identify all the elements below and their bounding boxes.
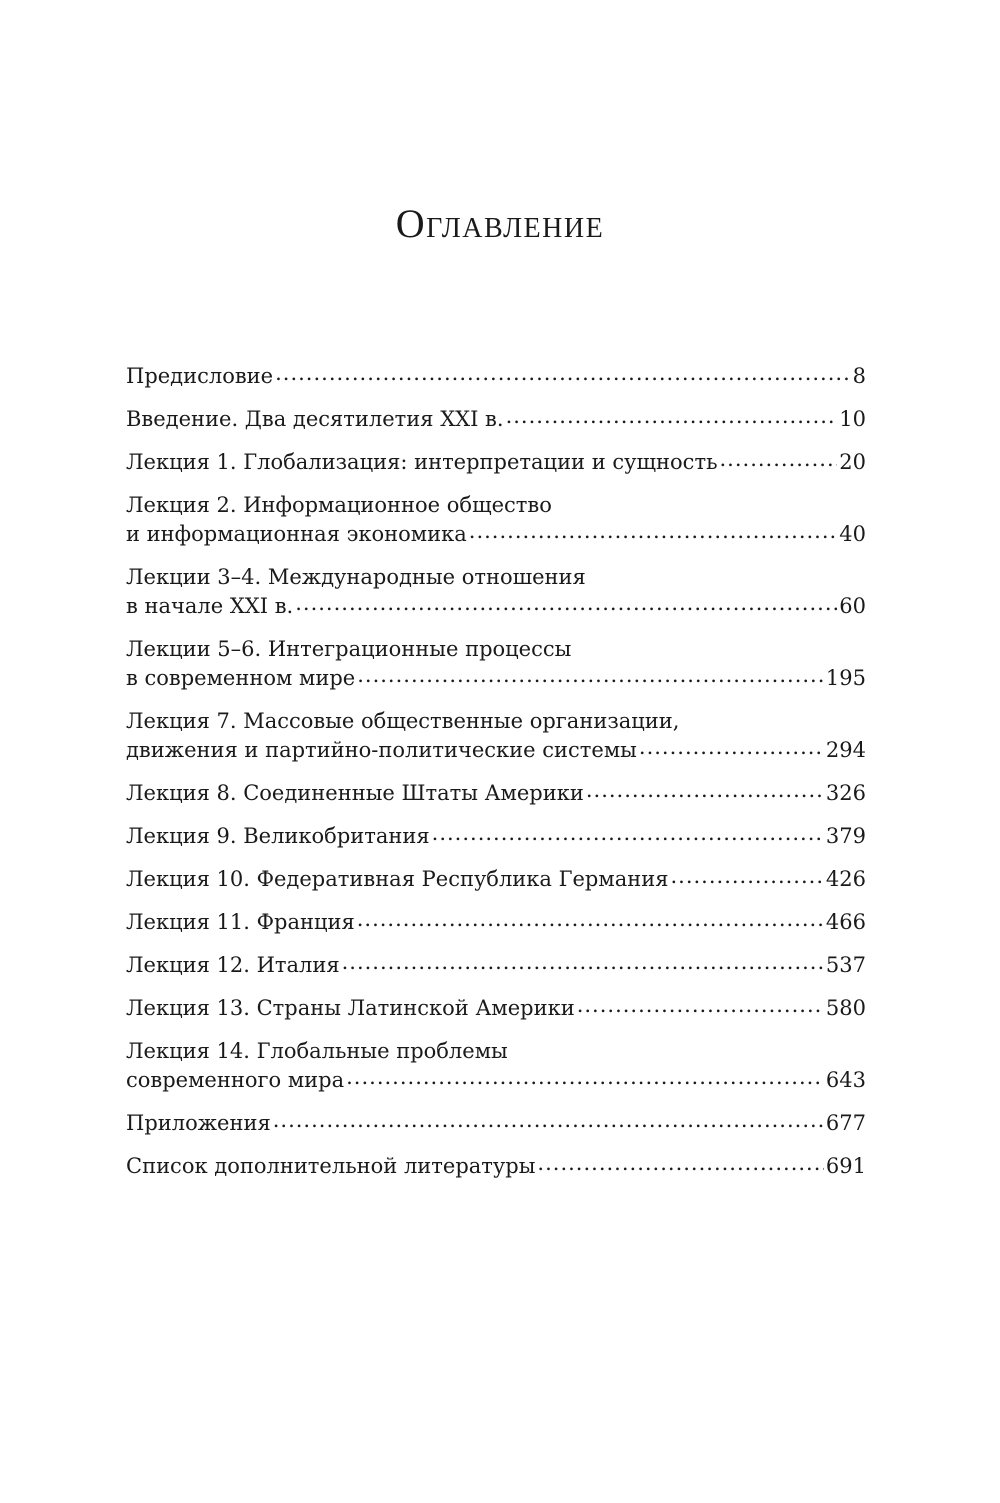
- toc-entry-title: Лекция 1. Глобализация: интерпретации и сущность: [126, 450, 718, 474]
- leader-dots: [432, 819, 824, 848]
- table-of-contents: [126, 362, 866, 1195]
- leader-dots: [506, 402, 838, 431]
- toc-entry[interactable]: [126, 1037, 866, 1095]
- toc-entry-title: и информационная экономика: [126, 522, 467, 546]
- toc-entry[interactable]: [126, 448, 866, 477]
- toc-page-number: 326: [825, 781, 866, 805]
- toc-page-number: 8: [852, 364, 866, 388]
- leader-dots: [586, 776, 824, 805]
- leader-dots: [469, 517, 837, 546]
- leader-dots: [357, 661, 824, 690]
- toc-entry[interactable]: [126, 491, 866, 549]
- toc-entry-title: Предисловие: [126, 364, 274, 388]
- toc-page-number: 677: [825, 1111, 866, 1135]
- toc-page-number: 466: [825, 910, 866, 934]
- toc-entry-title: Список дополнительной литературы: [126, 1154, 536, 1178]
- leader-dots: [720, 445, 838, 474]
- toc-entry[interactable]: [126, 405, 866, 434]
- toc-page-number: 60: [839, 594, 866, 618]
- toc-page-number: 20: [839, 450, 866, 474]
- toc-page-number: 195: [825, 666, 866, 690]
- toc-entry-title: Приложения: [126, 1111, 271, 1135]
- leader-dots: [670, 862, 823, 891]
- leader-dots: [342, 948, 824, 977]
- leader-dots: [346, 1063, 824, 1092]
- toc-entry[interactable]: [126, 1109, 866, 1138]
- toc-page-number: 643: [825, 1068, 866, 1092]
- leader-dots: [577, 991, 824, 1020]
- toc-entry-title: Лекция 8. Соединенные Штаты Америки: [126, 781, 584, 805]
- toc-entry[interactable]: [126, 822, 866, 851]
- toc-page-number: 40: [839, 522, 866, 546]
- toc-entry[interactable]: [126, 1152, 866, 1181]
- toc-entry[interactable]: [126, 779, 866, 808]
- toc-entry[interactable]: [126, 865, 866, 894]
- toc-entry-title: Лекция 12. Италия: [126, 953, 340, 977]
- toc-page-number: 691: [825, 1154, 866, 1178]
- leader-dots: [273, 1106, 824, 1135]
- leader-dots: [275, 359, 851, 388]
- toc-page-number: 379: [825, 824, 866, 848]
- toc-entry-title-line1: Лекции 3–4. Международные отношения: [126, 565, 586, 589]
- toc-entry-title-line1: Лекция 2. Информационное общество: [126, 493, 552, 517]
- toc-entry-title: Лекция 13. Страны Латинской Америки: [126, 996, 575, 1020]
- toc-entry-title: Лекция 9. Великобритания: [126, 824, 430, 848]
- toc-entry[interactable]: [126, 635, 866, 693]
- toc-entry[interactable]: [126, 951, 866, 980]
- toc-entry-title: Лекция 11. Франция: [126, 910, 355, 934]
- toc-entry-title: движения и партийно-политические системы: [126, 738, 637, 762]
- toc-page-number: 294: [825, 738, 866, 762]
- toc-entry[interactable]: [126, 563, 866, 621]
- toc-entry-title: Введение. Два десятилетия XXI в.: [126, 407, 504, 431]
- toc-page-number: 426: [825, 867, 866, 891]
- toc-page-number: 10: [839, 407, 866, 431]
- toc-entry[interactable]: [126, 908, 866, 937]
- leader-dots: [295, 589, 837, 618]
- toc-entry-title: в современном мире: [126, 666, 356, 690]
- toc-entry-title-line1: Лекция 7. Массовые общественные организации,: [126, 709, 680, 733]
- toc-entry-title: в начале XXI в.: [126, 594, 294, 618]
- toc-page-number: 580: [825, 996, 866, 1020]
- toc-entry[interactable]: [126, 362, 866, 391]
- toc-page-number: 537: [825, 953, 866, 977]
- toc-entry-title-line1: Лекция 14. Глобальные проблемы: [126, 1039, 508, 1063]
- leader-dots: [537, 1149, 823, 1178]
- toc-entry[interactable]: [126, 994, 866, 1023]
- toc-entry[interactable]: [126, 707, 866, 765]
- leader-dots: [357, 905, 824, 934]
- leader-dots: [639, 733, 824, 762]
- toc-entry-title: Лекция 10. Федеративная Республика Германия: [126, 867, 669, 891]
- toc-entry-title: современного мира: [126, 1068, 345, 1092]
- toc-entry-title-line1: Лекции 5–6. Интеграционные процессы: [126, 637, 572, 661]
- page-title: Оглавление: [395, 201, 605, 246]
